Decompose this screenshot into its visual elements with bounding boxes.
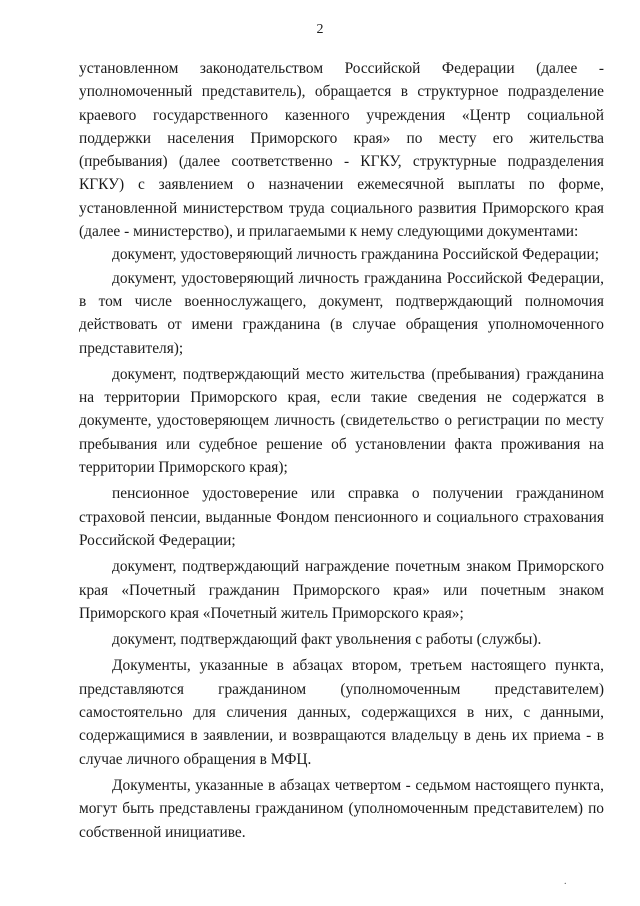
paragraph-residence-doc: документ, подтверждающий место жительства (пребывания) гражданина на территории Приморского края, если такие сведения не содержатся в документе, удостоверяющем личность (свидетельство о регистрации по месту пребывания или судебное решение об установлении факта проживания на территории Приморского края); (79, 365, 604, 477)
paragraph-award-doc: документ, подтверждающий награждение почетным знаком Приморского края «Почетный гражданин Приморского края» или почетным знаком Приморского края «Почетный житель Приморского края»; (79, 558, 604, 622)
paragraph-dismissal-doc: документ, подтверждающий факт увольнения с работы (службы). (112, 631, 542, 649)
paragraph-own-initiative: Документы, указанные в абзацах четвертом - седьмом настоящего пункта, могут быть представлены гражданином (уполномоченным представителем) по собственной инициативе. (79, 776, 604, 841)
page-number: 2 (316, 22, 324, 37)
paragraph-identity-doc: документ, удостоверяющий личность гражданина Российской Федерации; (112, 246, 600, 264)
paragraph-representative-doc: документ, удостоверяющий личность гражданина Российской Федерации, в том числе военнослужащего, документ, подтверждающий полномочия действовать от имени гражданина (в случае обращения уполномоченного представителя); (79, 269, 604, 357)
paragraph-continuation: установленном законодательством Российской Федерации (далее - уполномоченный представитель), обращается в структурное подразделение краевого государственного казенного учреждения «Центр социальной поддержки населения Приморского края» по месту его жительства (пребывания) (далее соответственно - КГКУ, структурные подразделения КГКУ) с заявлением о назначении ежемесячной выплаты по форме, установленной министерством труда социального развития Приморского края (далее - министерство), и прилагаемыми к нему следующими документами: (79, 60, 604, 241)
paragraph-documents-return: Документы, указанные в абзацах втором, третьем настоящего пункта, представляются гражданином (уполномоченным представителем) самостоятельно для сличения данных, содержащихся в них, с данными, содержащимися в заявлении, и возвращаются владельцу в день их приема - в случае личного обращения в МФЦ. (79, 657, 604, 768)
corner-mark: . (564, 876, 567, 887)
paragraph-pension-doc: пенсионное удостоверение или справка о получении гражданином страховой пенсии, выданные Фондом пенсионного и социального страхования Российской Федерации; (79, 485, 604, 549)
document-body (79, 57, 604, 844)
